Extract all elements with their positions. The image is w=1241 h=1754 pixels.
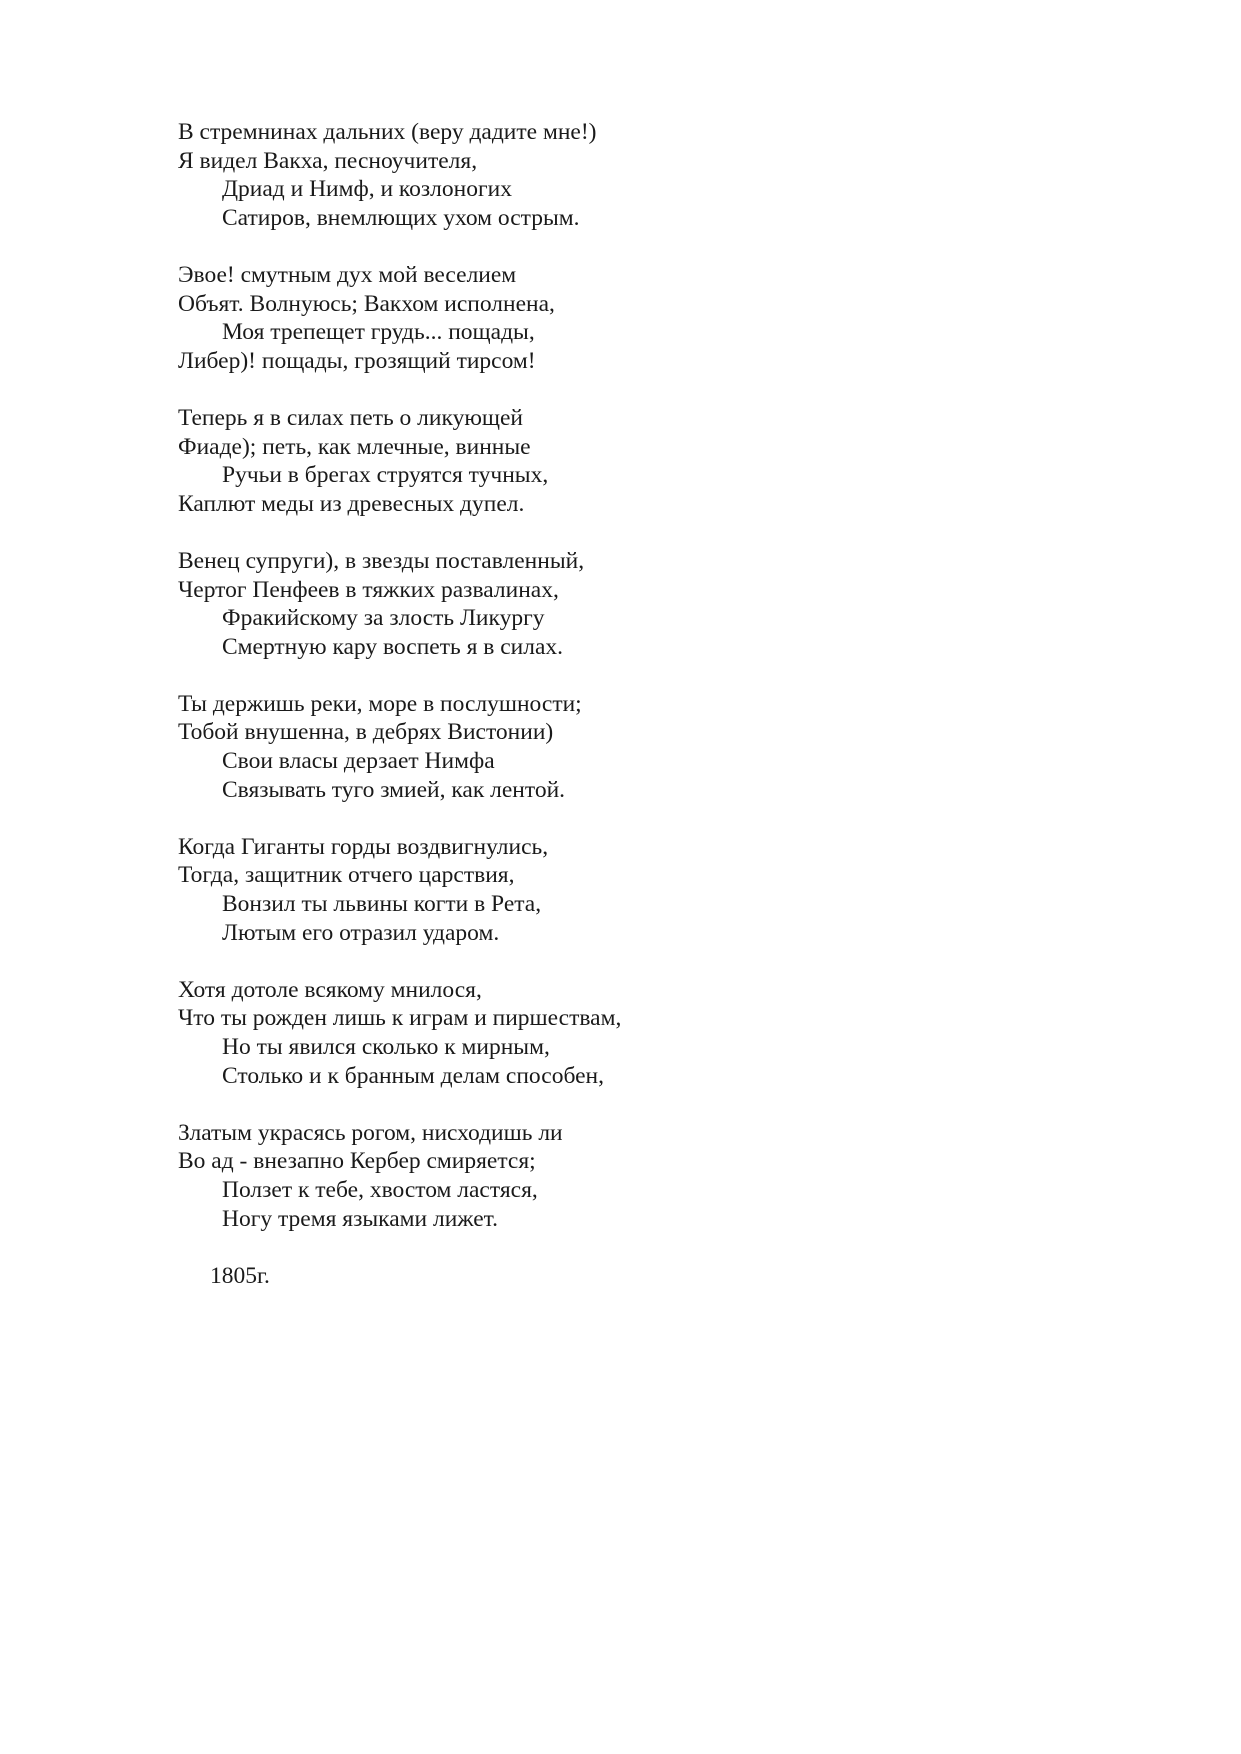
stanza-1 [178, 118, 1078, 232]
stanza-7 [178, 976, 1078, 1090]
poem-line: Дриад и Нимф, и козлоногих [222, 176, 512, 203]
poem-line: Смертную кару воспеть я в силах. [222, 633, 564, 660]
stanza-4 [178, 547, 1078, 661]
stanza-6 [178, 833, 1078, 947]
poem-line: Лютым его отразил ударом. [222, 919, 500, 946]
poem-line: Что ты рожден лишь к играм и пиршествам, [178, 1005, 622, 1032]
poem-line: Хотя дотоле всякому мнилося, [178, 976, 482, 1003]
poem-line: Сатиров, внемлющих ухом острым. [222, 204, 580, 231]
poem-line: Я видел Вакха, песноучителя, [178, 147, 478, 174]
poem-line: Когда Гиганты горды воздвигнулись, [178, 833, 549, 860]
stanza-2 [178, 261, 1078, 375]
poem-line: Венец супруги), в звезды поставленный, [178, 547, 585, 574]
poem-line: Тогда, защитник отчего царствия, [178, 862, 515, 889]
poem-line: Теперь я в силах петь о ликующей [178, 404, 523, 431]
poem-line: Во ад - внезапно Кербер смиряется; [178, 1148, 536, 1175]
poem-line: Свои власы дерзает Нимфа [222, 748, 495, 775]
poem-line: Но ты явился сколько к мирным, [222, 1034, 550, 1060]
poem-body [178, 118, 1078, 1290]
stanza-3 [178, 404, 1078, 518]
poem-line: Связывать туго змией, как лентой. [222, 776, 566, 803]
poem-line: Чертог Пенфеев в тяжких развалинах, [178, 576, 559, 603]
poem-line: В стремнинах дальних (веру дадите мне!) [178, 119, 597, 145]
poem-date: 1805г. [210, 1262, 270, 1289]
poem-line: Вонзил ты львины когти в Рета, [222, 891, 542, 918]
poem-line: Ручьи в брегах струятся тучных, [222, 462, 549, 489]
poem-line: Каплют меды из древесных дупел. [178, 490, 525, 517]
poem-line: Моя трепещет грудь... пощады, [222, 319, 535, 346]
poem-line: Эвое! смутным дух мой веселием [178, 261, 517, 288]
poem-line: Тобой внушенна, в дебрях Вистонии) [178, 719, 554, 746]
poem-line: Объят. Волнуюсь; Вакхом исполнена, [178, 290, 555, 317]
poem-line: Фракийскому за злость Ликургу [222, 605, 545, 632]
poem-line: Ползет к тебе, хвостом ластяся, [222, 1176, 538, 1203]
poem-line: Ты держишь реки, море в послушности; [178, 690, 582, 717]
stanza-5 [178, 690, 1078, 804]
poem-line: Златым украсясь рогом, нисходишь ли [178, 1119, 563, 1146]
poem-line: Фиаде); петь, как млечные, винные [178, 433, 531, 460]
stanza-8 [178, 1119, 1078, 1233]
poem-line: Ногу тремя языками лижет. [222, 1205, 499, 1232]
poem-line: Либер)! пощады, грозящий тирсом! [178, 347, 536, 374]
poem-line: Столько и к бранным делам способен, [222, 1062, 604, 1089]
